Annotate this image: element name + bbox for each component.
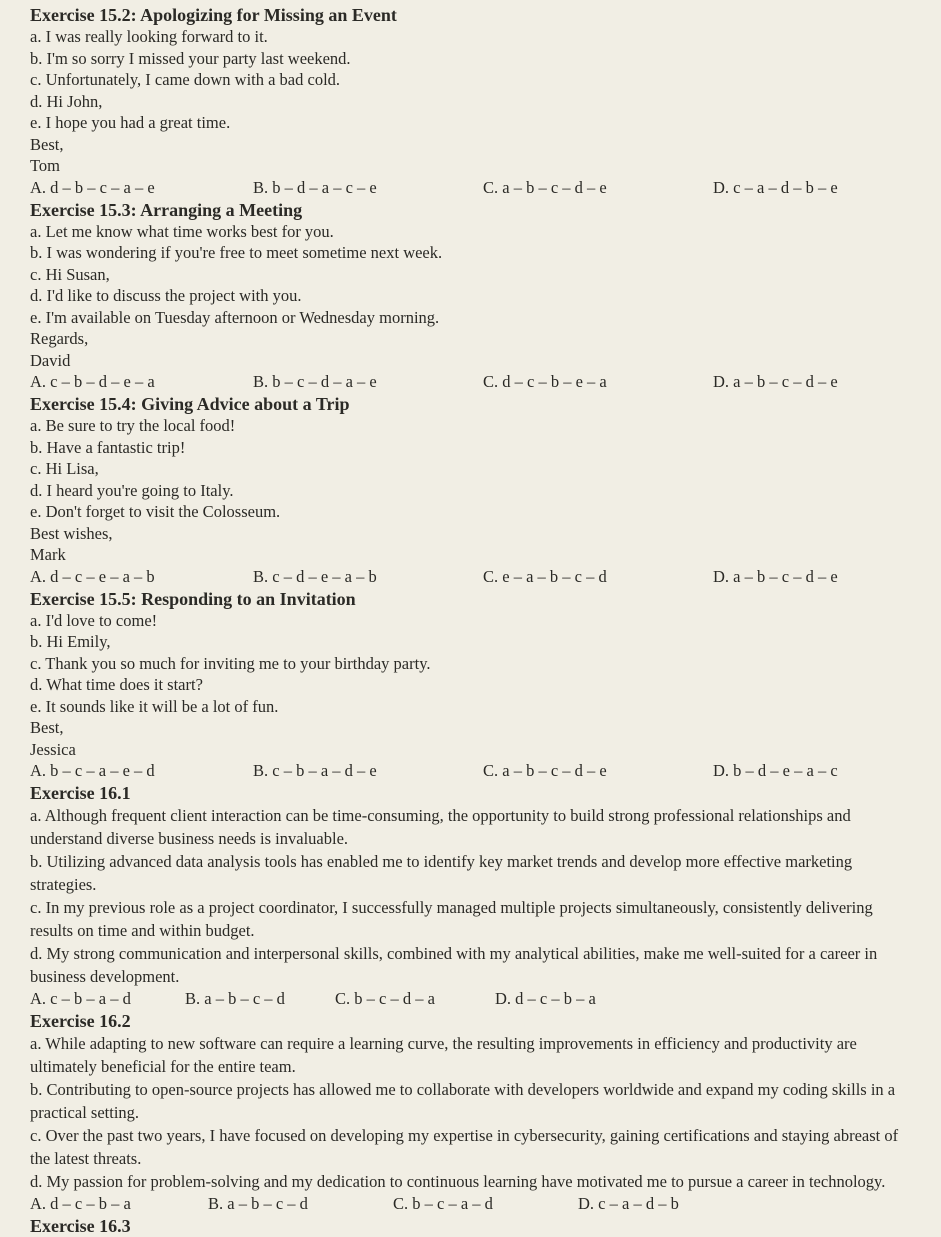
option-b[interactable]: B. b – d – a – c – e [253, 177, 377, 197]
item-b: b. Have a fantastic trip! [30, 437, 186, 457]
exercise-15-3 [30, 199, 911, 394]
option-c[interactable]: C. d – c – b – e – a [483, 372, 607, 391]
exercise-16-3 [30, 1215, 911, 1237]
item-e: e. It sounds like it will be a lot of fun. [30, 696, 279, 716]
option-a[interactable]: A. c – b – a – d [30, 989, 131, 1008]
signature: David [30, 350, 71, 370]
answer-options [30, 760, 911, 782]
option-c[interactable]: C. b – c – d – a [335, 989, 435, 1008]
item-d: d. I'd like to discuss the project with you. [30, 286, 302, 305]
item-c: c. Thank you so much for inviting me to your birthday party. [30, 653, 431, 673]
item-c: c. In my previous role as a project coordinator, I successfully managed multiple projects simultaneously, consistently delivering results on time and within budget. [30, 898, 873, 940]
signature: Jessica [30, 739, 76, 759]
closing: Best, [30, 718, 64, 737]
item-d: d. My strong communication and interpersonal skills, combined with my analytical abilities, make me well-suited for a career in business development. [30, 944, 878, 986]
exercise-16-2 [30, 1010, 911, 1215]
item-c: c. Over the past two years, I have focused on developing my expertise in cybersecurity, gaining certifications and staying abreast of the latest threats. [30, 1126, 899, 1168]
exercise-title: Exercise 16.3 [30, 1216, 131, 1236]
exercise-title: Exercise 16.2 [30, 1011, 131, 1031]
item-b: b. Utilizing advanced data analysis tools has enabled me to identify key market trends and develop more effective marketing strategies. [30, 852, 853, 894]
option-a[interactable]: A. d – b – c – a – e [30, 177, 155, 197]
item-a: a. I was really looking forward to it. [30, 27, 268, 46]
option-b[interactable]: B. b – c – d – a – e [253, 372, 377, 391]
option-d[interactable]: D. d – c – b – a [495, 989, 596, 1008]
item-e: e. Don't forget to visit the Colosseum. [30, 502, 281, 521]
item-e: e. I'm available on Tuesday afternoon or Wednesday morning. [30, 307, 440, 327]
closing: Regards, [30, 329, 89, 348]
option-d[interactable]: D. a – b – c – d – e [713, 566, 838, 586]
item-d: d. What time does it start? [30, 675, 203, 694]
option-b[interactable]: B. c – d – e – a – b [253, 566, 377, 586]
option-d[interactable]: D. a – b – c – d – e [713, 372, 838, 391]
item-b: b. I was wondering if you're free to meet sometime next week. [30, 243, 443, 262]
item-c: c. Hi Lisa, [30, 459, 99, 478]
option-a[interactable]: A. c – b – d – e – a [30, 372, 155, 391]
closing: Best, [30, 134, 64, 154]
item-d: d. I heard you're going to Italy. [30, 480, 234, 500]
option-c[interactable]: C. a – b – c – d – e [483, 761, 607, 780]
item-a: a. Although frequent client interaction can be time-consuming, the opportunity to build strong professional relationships and understand diverse business needs is invaluable. [30, 806, 851, 848]
exercise-15-2 [30, 4, 911, 199]
answer-options [30, 988, 911, 1010]
exercise-15-4 [30, 393, 911, 588]
option-d[interactable]: D. b – d – e – a – c [713, 761, 838, 780]
item-c: c. Unfortunately, I came down with a bad cold. [30, 70, 341, 89]
item-c: c. Hi Susan, [30, 264, 110, 284]
exercise-16-1 [30, 782, 911, 1010]
exercise-title: Exercise 15.5: Responding to an Invitation [30, 588, 356, 609]
signature: Mark [30, 545, 66, 564]
option-c[interactable]: C. e – a – b – c – d [483, 566, 607, 586]
exercise-15-5 [30, 588, 911, 783]
item-b: b. I'm so sorry I missed your party last weekend. [30, 48, 351, 68]
option-b[interactable]: B. a – b – c – d [208, 1194, 308, 1213]
option-c[interactable]: C. b – c – a – d [393, 1194, 493, 1213]
exercise-title: Exercise 15.3: Arranging a Meeting [30, 199, 303, 220]
answer-options [30, 1193, 911, 1215]
option-b[interactable]: B. c – b – a – d – e [253, 761, 377, 780]
item-d: d. My passion for problem-solving and my dedication to continuous learning have motivated me to pursue a career in technology. [30, 1172, 886, 1191]
item-b: b. Contributing to open-source projects has allowed me to collaborate with developers worldwide and expand my coding skills in a practical setting. [30, 1080, 896, 1122]
option-d[interactable]: D. c – a – d – b – e [713, 177, 838, 197]
item-a: a. Let me know what time works best for you. [30, 221, 334, 241]
item-b: b. Hi Emily, [30, 632, 111, 651]
item-e: e. I hope you had a great time. [30, 113, 231, 132]
option-b[interactable]: B. a – b – c – d [185, 989, 285, 1008]
item-d: d. Hi John, [30, 91, 103, 111]
signature: Tom [30, 156, 61, 175]
exercise-title: Exercise 15.4: Giving Advice about a Trip [30, 394, 350, 414]
option-c[interactable]: C. a – b – c – d – e [483, 177, 607, 197]
item-a: a. Be sure to try the local food! [30, 416, 236, 435]
item-a: a. While adapting to new software can require a learning curve, the resulting improvements in efficiency and productivity are ultimately beneficial for the entire team. [30, 1034, 857, 1076]
exercise-title: Exercise 15.2: Apologizing for Missing an Event [30, 5, 397, 25]
answer-options [30, 566, 911, 588]
item-a: a. I'd love to come! [30, 610, 158, 630]
option-a[interactable]: A. d – c – e – a – b [30, 566, 155, 586]
answer-options [30, 177, 911, 199]
option-a[interactable]: A. b – c – a – e – d [30, 761, 155, 780]
answer-options [30, 371, 911, 393]
option-d[interactable]: D. c – a – d – b [578, 1194, 679, 1213]
exercise-title: Exercise 16.1 [30, 783, 131, 803]
option-a[interactable]: A. d – c – b – a [30, 1194, 131, 1213]
closing: Best wishes, [30, 523, 113, 543]
